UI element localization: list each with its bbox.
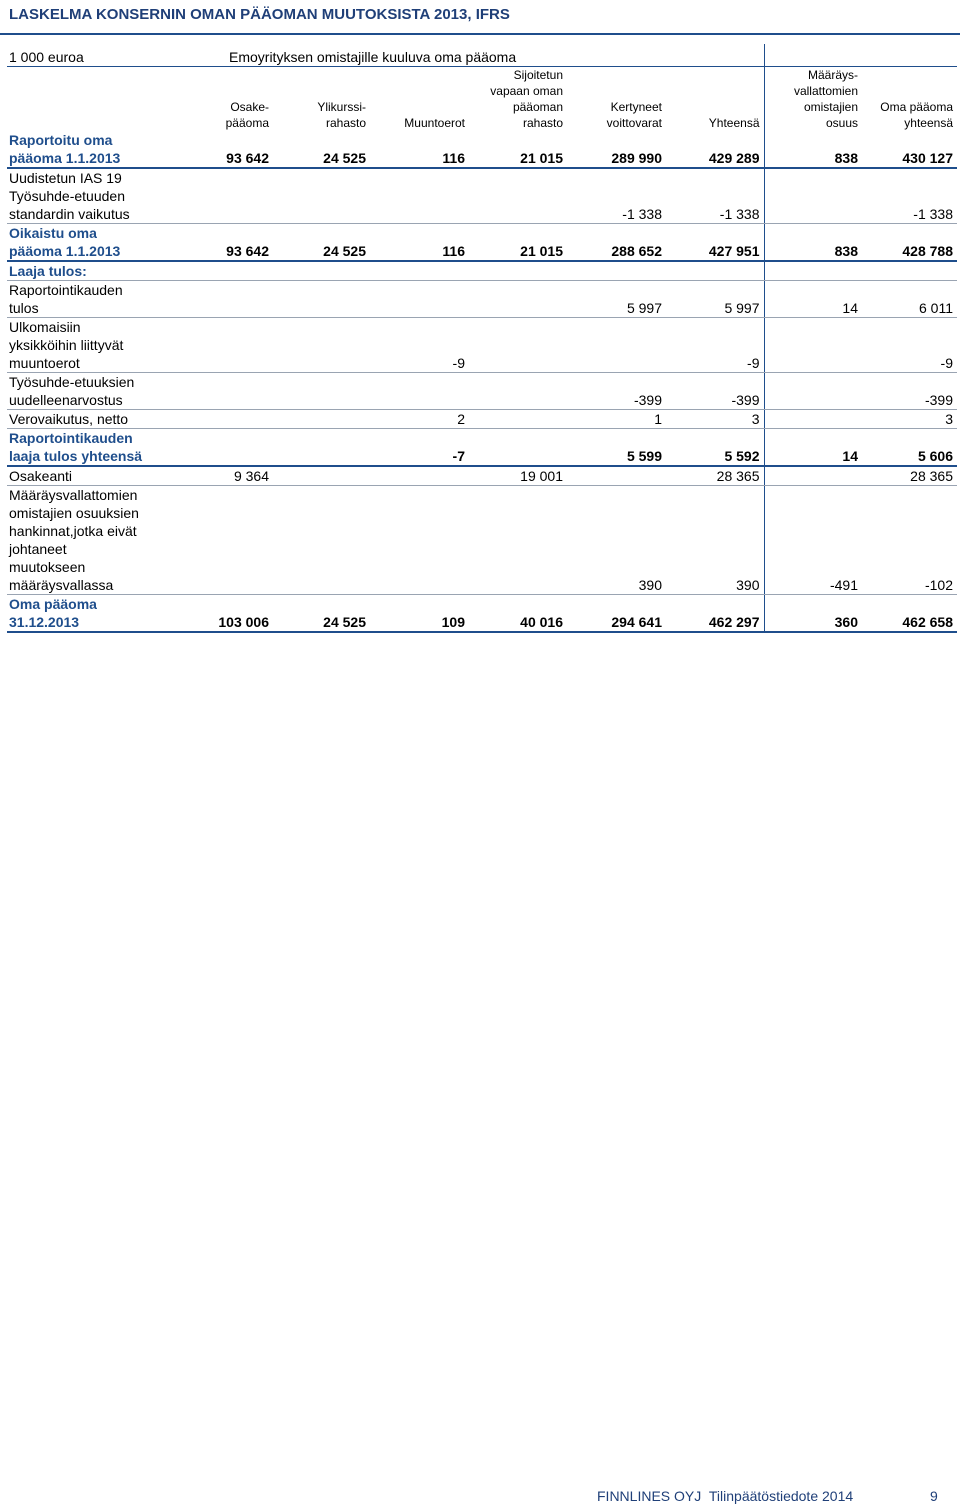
- value-cell: [469, 373, 567, 410]
- value-cell: 21 015: [469, 131, 567, 168]
- value-cell: [370, 466, 469, 486]
- value-cell: [469, 261, 567, 281]
- table-row: [7, 373, 957, 410]
- title-divider: [0, 33, 960, 35]
- value-cell: 360: [764, 595, 862, 633]
- value-cell: 19 001: [469, 466, 567, 486]
- row-label-line: yksikköihin liittyvät: [9, 337, 124, 353]
- value-cell: [370, 168, 469, 224]
- row-label-line: Verovaikutus, netto: [9, 411, 129, 427]
- value-cell: 3: [862, 410, 957, 429]
- col-header-maaraysvallattomien-osuus: Määräys- vallattomien omistajien osuus: [793, 68, 858, 130]
- value-cell: [469, 168, 567, 224]
- row-label-line: Raportointikauden: [9, 430, 133, 446]
- value-cell: [469, 281, 567, 318]
- row-label-line: muutokseen: [9, 559, 86, 575]
- table-row: [7, 224, 957, 262]
- row-label-line: standardin vaikutus: [9, 206, 130, 222]
- value-cell: 294 641: [567, 595, 666, 633]
- value-cell: 93 642: [203, 131, 273, 168]
- value-cell: [862, 261, 957, 281]
- col-header-oma-paaoma-yhteensa: Oma pääoma yhteensä: [880, 100, 953, 130]
- value-cell: -1 338: [862, 168, 957, 224]
- row-label-line: Osakeanti: [9, 468, 73, 484]
- value-cell: [764, 466, 862, 486]
- row-label-line: määräysvallassa: [9, 577, 114, 593]
- value-cell: [273, 261, 370, 281]
- row-label-line: 31.12.2013: [9, 614, 80, 630]
- value-cell: [764, 168, 862, 224]
- row-label-line: Raportointikauden: [9, 282, 123, 298]
- col-header-osakepaaoma: Osake- pääoma: [225, 100, 269, 130]
- col-header-kertyneet-voittovarat: Kertyneet voittovarat: [606, 100, 662, 130]
- value-cell: 14: [764, 429, 862, 467]
- value-cell: -1 338: [567, 168, 666, 224]
- value-cell: 462 658: [862, 595, 957, 633]
- value-cell: [370, 281, 469, 318]
- value-cell: [273, 429, 370, 467]
- row-label-line: pääoma 1.1.2013: [9, 243, 121, 259]
- value-cell: -399: [567, 373, 666, 410]
- equity-statement-table: [7, 44, 957, 633]
- value-cell: 21 015: [469, 224, 567, 262]
- value-cell: [273, 318, 370, 373]
- col-header-svop-rahasto: Sijoitetun vapaan oman pääoman rahasto: [490, 68, 563, 130]
- row-label: [7, 410, 203, 429]
- value-cell: -9: [370, 318, 469, 373]
- value-cell: [567, 466, 666, 486]
- table-body: [7, 44, 957, 632]
- equity-statement-table-container: [7, 44, 957, 633]
- value-cell: [203, 261, 273, 281]
- value-cell: 9 364: [203, 466, 273, 486]
- value-cell: -102: [862, 486, 957, 595]
- value-cell: 289 990: [567, 131, 666, 168]
- row-label-line: laaja tulos yhteensä: [9, 448, 143, 464]
- value-cell: [273, 281, 370, 318]
- value-cell: -491: [764, 486, 862, 595]
- value-cell: [469, 410, 567, 429]
- value-cell: 28 365: [666, 466, 764, 486]
- value-cell: 24 525: [273, 224, 370, 262]
- value-cell: [764, 318, 862, 373]
- value-cell: -9: [862, 318, 957, 373]
- value-cell: -9: [666, 318, 764, 373]
- col-header-yhteensa: Yhteensä: [666, 67, 764, 132]
- value-cell: [273, 168, 370, 224]
- value-cell: 24 525: [273, 595, 370, 633]
- value-cell: 838: [764, 131, 862, 168]
- value-cell: [764, 410, 862, 429]
- value-cell: 5 599: [567, 429, 666, 467]
- value-cell: 430 127: [862, 131, 957, 168]
- table-top-row: [7, 44, 957, 67]
- row-label-line: Työsuhde-etuuden: [9, 188, 125, 204]
- value-cell: [203, 373, 273, 410]
- row-label-line: uudelleenarvostus: [9, 392, 123, 408]
- footer-document: Tilinpäätöstiedote 2014: [708, 1488, 854, 1504]
- value-cell: 103 006: [203, 595, 273, 633]
- value-cell: [273, 410, 370, 429]
- unit-label: 1 000 euroa: [7, 44, 203, 67]
- value-cell: 838: [764, 224, 862, 262]
- value-cell: 2: [370, 410, 469, 429]
- row-label: [7, 131, 203, 168]
- row-label: [7, 281, 203, 318]
- table-row: [7, 281, 957, 318]
- table-row: [7, 410, 957, 429]
- value-cell: -399: [666, 373, 764, 410]
- value-cell: 5 997: [666, 281, 764, 318]
- row-label: [7, 429, 203, 467]
- table-row: [7, 486, 957, 595]
- row-label-line: Työsuhde-etuuksien: [9, 374, 135, 390]
- row-label-line: Uudistetun IAS 19: [9, 170, 122, 186]
- value-cell: 390: [666, 486, 764, 595]
- value-cell: 288 652: [567, 224, 666, 262]
- value-cell: 24 525: [273, 131, 370, 168]
- value-cell: [273, 486, 370, 595]
- value-cell: 116: [370, 224, 469, 262]
- value-cell: 93 642: [203, 224, 273, 262]
- row-label-line: Oma pääoma: [9, 596, 97, 612]
- value-cell: [203, 429, 273, 467]
- page-footer: [597, 1488, 857, 1504]
- value-cell: [469, 429, 567, 467]
- table-row: [7, 466, 957, 486]
- row-label-line: tulos: [9, 300, 39, 316]
- row-label-line: omistajien osuuksien: [9, 505, 139, 521]
- value-cell: -7: [370, 429, 469, 467]
- value-cell: 462 297: [666, 595, 764, 633]
- table-row: [7, 595, 957, 633]
- value-cell: [370, 261, 469, 281]
- value-cell: [203, 318, 273, 373]
- page-number: 9: [930, 1488, 938, 1504]
- row-label-line: Määräysvallattomien: [9, 487, 138, 503]
- row-label: [7, 595, 203, 633]
- col-header-muuntoerot: Muuntoerot: [404, 116, 465, 130]
- value-cell: [370, 486, 469, 595]
- value-cell: [370, 373, 469, 410]
- value-cell: [273, 466, 370, 486]
- value-cell: 429 289: [666, 131, 764, 168]
- row-label: [7, 486, 203, 595]
- value-cell: [203, 281, 273, 318]
- table-row: [7, 429, 957, 467]
- table-row: [7, 318, 957, 373]
- value-cell: 28 365: [862, 466, 957, 486]
- value-cell: [764, 261, 862, 281]
- row-label: [7, 261, 203, 281]
- value-cell: 390: [567, 486, 666, 595]
- value-cell: 14: [764, 281, 862, 318]
- row-label: [7, 466, 203, 486]
- col-header-ylikurssirahasto: Ylikurssi- rahasto: [317, 100, 366, 130]
- value-cell: [666, 261, 764, 281]
- value-cell: [273, 373, 370, 410]
- value-cell: [203, 168, 273, 224]
- value-cell: 427 951: [666, 224, 764, 262]
- row-label: [7, 318, 203, 373]
- table-row: [7, 168, 957, 224]
- value-cell: 1: [567, 410, 666, 429]
- row-label-line: muuntoerot: [9, 355, 80, 371]
- value-cell: [764, 373, 862, 410]
- footer-company: FINNLINES OYJ: [597, 1488, 702, 1504]
- row-label-line: Ulkomaisiin: [9, 319, 81, 335]
- value-cell: 5 592: [666, 429, 764, 467]
- row-label-line: johtaneet: [9, 541, 67, 557]
- row-label-line: Laaja tulos:: [9, 263, 87, 279]
- value-cell: [203, 410, 273, 429]
- row-label-line: hankinnat,jotka eivät: [9, 523, 137, 539]
- value-cell: 428 788: [862, 224, 957, 262]
- value-cell: 109: [370, 595, 469, 633]
- row-label-line: pääoma 1.1.2013: [9, 150, 121, 166]
- row-label: [7, 373, 203, 410]
- group-header: Emoyrityksen omistajille kuuluva oma pääoma: [203, 44, 764, 67]
- value-cell: [203, 486, 273, 595]
- value-cell: 116: [370, 131, 469, 168]
- row-label: [7, 224, 203, 262]
- table-row: [7, 131, 957, 168]
- value-cell: -399: [862, 373, 957, 410]
- column-header-row: [7, 67, 957, 132]
- row-label-line: Raportoitu oma: [9, 132, 113, 148]
- row-label: [7, 168, 203, 224]
- value-cell: [469, 486, 567, 595]
- value-cell: 40 016: [469, 595, 567, 633]
- value-cell: -1 338: [666, 168, 764, 224]
- value-cell: [469, 318, 567, 373]
- page-title: LASKELMA KONSERNIN OMAN PÄÄOMAN MUUTOKSISTA 2013, IFRS: [9, 6, 510, 23]
- value-cell: 3: [666, 410, 764, 429]
- table-row: [7, 261, 957, 281]
- value-cell: [567, 261, 666, 281]
- value-cell: 5 997: [567, 281, 666, 318]
- value-cell: [567, 318, 666, 373]
- value-cell: 5 606: [862, 429, 957, 467]
- row-label-line: Oikaistu oma: [9, 225, 97, 241]
- value-cell: 6 011: [862, 281, 957, 318]
